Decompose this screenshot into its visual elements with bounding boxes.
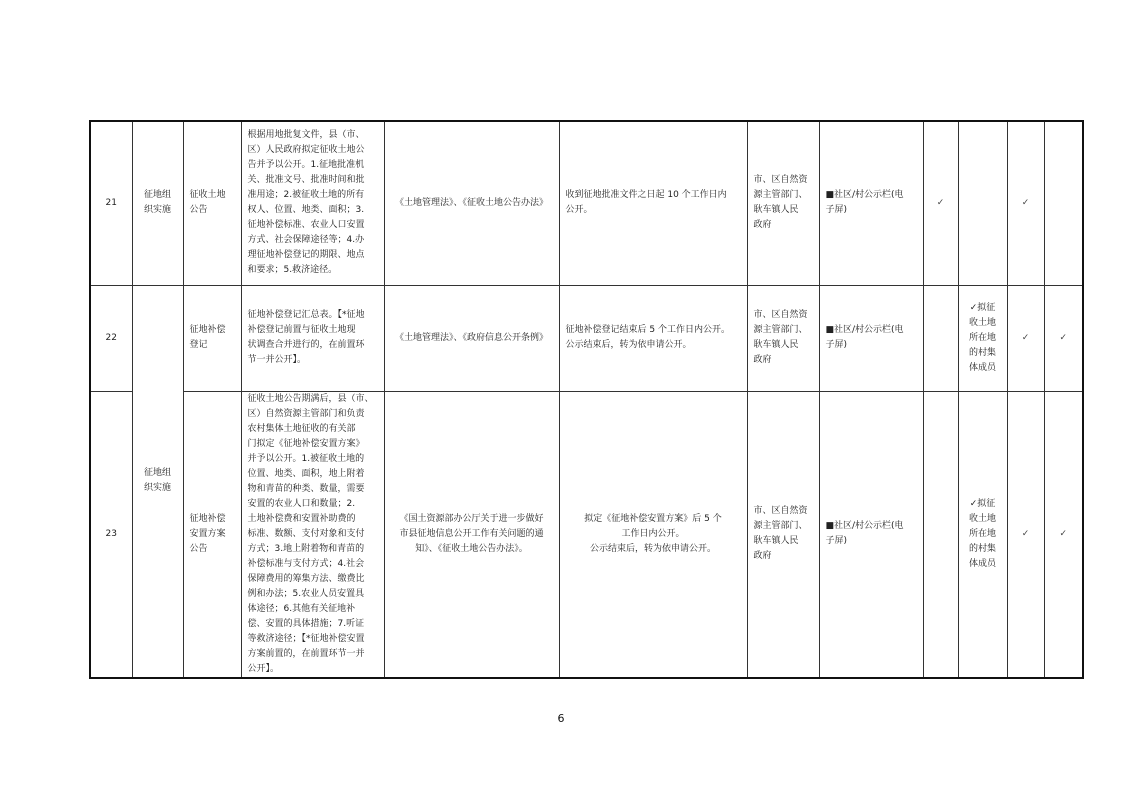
basis-cell: 《国土资源部办公厅关于进一步做好 市县征地信息公开工作有关问题的通 知》、《征收土地公告办法》。 xyxy=(384,391,559,678)
time-cell: 征地补偿登记结束后 5 个工作日内公开。 公示结束后，转为依申请公开。 xyxy=(559,285,747,391)
check-mark: ✓ xyxy=(1007,391,1044,678)
category-cell: 征地组 织实施 xyxy=(132,285,183,678)
target-cell: ✓拟征 收土地 所在地 的村集 体成员 xyxy=(958,285,1007,391)
subject-cell: 市、区自然资 源主管部门、 耿车镇人民 政府 xyxy=(747,285,819,391)
item-cell: 征地补偿 登记 xyxy=(183,285,241,391)
check-mark: ✓ xyxy=(1007,121,1044,285)
row-number: 21 xyxy=(90,121,132,285)
table-row xyxy=(90,285,1083,391)
content-cell: 征地补偿登记汇总表。【*征地 补偿登记前置与征收土地现 状调查合并进行的，在前置环 节一并公开】。 xyxy=(241,285,384,391)
item-cell: 征收土地 公告 xyxy=(183,121,241,285)
check-mark xyxy=(923,391,958,678)
content-cell: 根据用地批复文件，县（市、 区）人民政府拟定征收土地公 告并予以公开。1.征地批准机 关、批准文号、批准时间和批 准用途；2.被征收土地的所有 权人、位置、地类、面积；3. 征地补偿标准、农业人口安置 方式、社会保障途径等；4.办 理征地补偿登记的期限、地点 和要求；5.救济途径。 xyxy=(241,121,384,285)
check-mark: ✓ xyxy=(923,121,958,285)
page-number: 6 xyxy=(557,712,565,725)
content-cell: 征收土地公告期满后，县（市、 区）自然资源主管部门和负责 农村集体土地征收的有关部 门拟定《征地补偿安置方案》 并予以公开。1.被征收土地的 位置、地类、面积，地上附着 物和青苗的种类、数量，需要 安置的农业人口和数量；2. 土地补偿费和安置补助费的 标准、数额、支付对象和支付 方式；3.地上附着物和青苗的 补偿标准与支付方式；4.社会 保障费用的筹集方法、缴费比 例和办法；5.农业人员安置具 体途径；6.其他有关征地补 偿、安置的具体措施；7.听证 等救济途径；【*征地补偿安置 方案前置的，在前置环节一并 公开】。 xyxy=(241,391,384,678)
target-cell: ✓拟征 收土地 所在地 的村集 体成员 xyxy=(958,391,1007,678)
time-cell: 拟定《征地补偿安置方案》后 5 个 工作日内公开。 公示结束后，转为依申请公开。 xyxy=(559,391,747,678)
basis-cell: 《土地管理法》、《政府信息公开条例》 xyxy=(384,285,559,391)
subject-cell: 市、区自然资 源主管部门、 耿车镇人民 政府 xyxy=(747,391,819,678)
category-cell: 征地组 织实施 xyxy=(132,121,183,285)
time-cell: 收到征地批准文件之日起 10 个工作日内 公开。 xyxy=(559,121,747,285)
table-row xyxy=(90,391,1083,678)
row-number: 23 xyxy=(90,391,132,678)
check-mark: ✓ xyxy=(1044,285,1083,391)
target-cell xyxy=(958,121,1007,285)
check-mark: ✓ xyxy=(1044,391,1083,678)
row-number: 22 xyxy=(90,285,132,391)
item-cell: 征地补偿 安置方案 公告 xyxy=(183,391,241,678)
check-mark xyxy=(1044,121,1083,285)
disclosure-table xyxy=(89,120,1084,679)
channel-cell: ■社区/村公示栏(电 子屏) xyxy=(819,391,923,678)
channel-cell: ■社区/村公示栏(电 子屏) xyxy=(819,121,923,285)
check-mark: ✓ xyxy=(1007,285,1044,391)
channel-cell: ■社区/村公示栏(电 子屏) xyxy=(819,285,923,391)
table-row xyxy=(90,121,1083,285)
subject-cell: 市、区自然资 源主管部门、 耿车镇人民 政府 xyxy=(747,121,819,285)
basis-cell: 《土地管理法》、《征收土地公告办法》 xyxy=(384,121,559,285)
check-mark xyxy=(923,285,958,391)
